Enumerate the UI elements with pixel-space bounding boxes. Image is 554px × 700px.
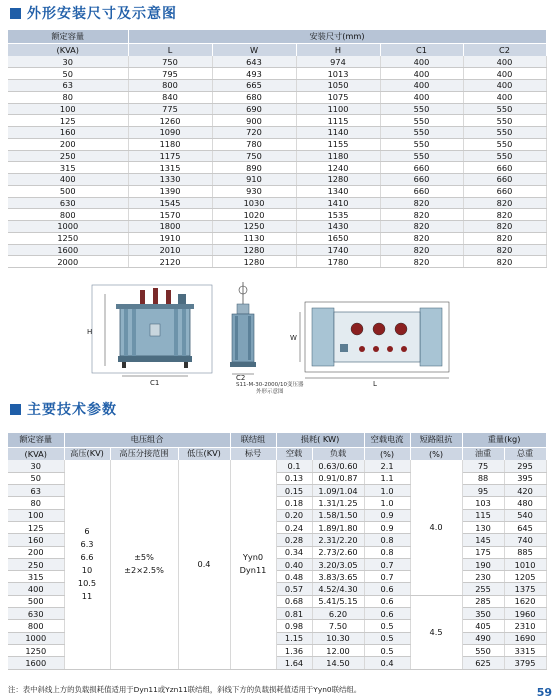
table-row <box>8 127 546 139</box>
table-row <box>8 232 546 244</box>
total-weight-cell: 1960 <box>504 608 546 620</box>
table-cell: 820 <box>463 221 546 233</box>
table-cell: 780 <box>212 138 296 150</box>
table-row <box>8 244 546 256</box>
table-cell: 50 <box>8 68 128 80</box>
table-cell: 400 <box>463 68 546 80</box>
sub-total: 总重 <box>504 447 546 460</box>
no-load-current-cell: 0.4 <box>364 657 410 669</box>
connection-value: Yyn0 <box>242 552 264 563</box>
hv-value: 10 <box>81 565 93 576</box>
top-view-drawing <box>300 302 449 378</box>
capacity-cell: 125 <box>8 521 64 533</box>
total-weight-cell: 1010 <box>504 558 546 570</box>
table-cell: 750 <box>212 150 296 162</box>
sub-no-load: 空载 <box>276 447 312 460</box>
capacity-cell: 100 <box>8 509 64 521</box>
dim-subheader-cell: (KVA) <box>8 43 128 56</box>
tap-range-cell <box>110 460 178 669</box>
sub-pct-1: (%) <box>364 447 410 460</box>
front-view-drawing <box>92 285 212 376</box>
no-load-loss-cell: 0.57 <box>276 583 312 595</box>
oil-weight-cell: 625 <box>462 657 504 669</box>
header-weight: 重量(kg) <box>462 433 546 447</box>
table-cell: 930 <box>212 185 296 197</box>
table-cell: 400 <box>380 80 463 92</box>
total-weight-cell: 3795 <box>504 657 546 669</box>
load-loss-cell: 7.50 <box>312 620 364 632</box>
table-cell: 660 <box>380 162 463 174</box>
header-capacity: 额定容量 <box>8 30 128 43</box>
oil-weight-cell: 230 <box>462 571 504 583</box>
capacity-cell: 315 <box>8 571 64 583</box>
load-loss-cell: 10.30 <box>312 632 364 644</box>
table-row <box>8 115 546 127</box>
no-load-current-cell: 0.9 <box>364 521 410 533</box>
table-cell: 2010 <box>128 244 212 256</box>
table-cell: 660 <box>463 174 546 186</box>
no-load-current-cell: 1.0 <box>364 485 410 497</box>
table-cell: 974 <box>296 56 380 68</box>
no-load-current-cell: 0.6 <box>364 583 410 595</box>
no-load-loss-cell: 1.36 <box>276 644 312 656</box>
table-cell: 890 <box>212 162 296 174</box>
no-load-current-cell: 0.8 <box>364 546 410 558</box>
no-load-loss-cell: 0.98 <box>276 620 312 632</box>
impedance-cell-a: 4.0 <box>410 460 462 595</box>
load-loss-cell: 1.31/1.25 <box>312 497 364 509</box>
table-cell: 200 <box>8 138 128 150</box>
no-load-loss-cell: 0.34 <box>276 546 312 558</box>
no-load-loss-cell: 0.18 <box>276 497 312 509</box>
load-loss-cell: 5.41/5.15 <box>312 595 364 607</box>
capacity-cell: 1000 <box>8 632 64 644</box>
oil-weight-cell: 115 <box>462 509 504 521</box>
load-loss-cell: 12.00 <box>312 644 364 656</box>
table-cell: 820 <box>463 256 546 268</box>
table-cell: 1000 <box>8 221 128 233</box>
table-cell: 1740 <box>296 244 380 256</box>
dim-subheader-cell: C2 <box>463 43 546 56</box>
no-load-current-cell: 0.6 <box>364 595 410 607</box>
sub-hv: 高压(KV) <box>64 447 110 460</box>
table-cell: 250 <box>8 150 128 162</box>
oil-weight-cell: 350 <box>462 608 504 620</box>
table-cell: 1030 <box>212 197 296 209</box>
load-loss-cell: 1.09/1.04 <box>312 485 364 497</box>
table-cell: 910 <box>212 174 296 186</box>
dim-label-C2: C2 <box>236 374 246 382</box>
table-cell: 820 <box>463 232 546 244</box>
table-cell: 1013 <box>296 68 380 80</box>
no-load-loss-cell: 0.1 <box>276 460 312 472</box>
table-cell: 400 <box>463 56 546 68</box>
table-cell: 820 <box>463 209 546 221</box>
table-cell: 1250 <box>212 221 296 233</box>
no-load-loss-cell: 0.15 <box>276 485 312 497</box>
footnote: 注：表中斜线上方的负载损耗值适用于Dyn11或Yzn11联结组，斜线下方的负载损耗值适用于Yyn0联结组。 <box>8 685 362 694</box>
table-cell: 400 <box>463 91 546 103</box>
table-row <box>8 80 546 92</box>
tap-value: ±2×2.5% <box>124 565 164 576</box>
capacity-cell: 80 <box>8 497 64 509</box>
table-cell: 1075 <box>296 91 380 103</box>
capacity-cell: 630 <box>8 608 64 620</box>
transformer-drawings-svg <box>0 282 554 398</box>
table-cell: 1280 <box>296 174 380 186</box>
table-cell: 550 <box>380 103 463 115</box>
table-cell: 1100 <box>296 103 380 115</box>
oil-weight-cell: 490 <box>462 632 504 644</box>
table-cell: 1050 <box>296 80 380 92</box>
table-cell: 1180 <box>296 150 380 162</box>
oil-weight-cell: 550 <box>462 644 504 656</box>
load-loss-cell: 2.31/2.20 <box>312 534 364 546</box>
table-cell: 550 <box>380 115 463 127</box>
table-cell: 1175 <box>128 150 212 162</box>
total-weight-cell: 480 <box>504 497 546 509</box>
table-cell: 2000 <box>8 256 128 268</box>
capacity-cell: 500 <box>8 595 64 607</box>
square-bullet-icon <box>10 8 21 19</box>
table-cell: 1650 <box>296 232 380 244</box>
table-cell: 550 <box>463 115 546 127</box>
table-cell: 30 <box>8 56 128 68</box>
oil-weight-cell: 255 <box>462 583 504 595</box>
table-row <box>8 138 546 150</box>
hv-value: 6.3 <box>80 539 94 550</box>
table-cell: 1410 <box>296 197 380 209</box>
table-cell: 1280 <box>212 256 296 268</box>
no-load-loss-cell: 0.81 <box>276 608 312 620</box>
header-no-load-current: 空载电流 <box>364 433 410 447</box>
table-cell: 820 <box>380 209 463 221</box>
no-load-current-cell: 1.0 <box>364 497 410 509</box>
section-title-dimensions <box>10 4 177 22</box>
table-cell: 1800 <box>128 221 212 233</box>
no-load-current-cell: 1.1 <box>364 472 410 484</box>
table-row <box>8 56 546 68</box>
total-weight-cell: 2310 <box>504 620 546 632</box>
no-load-loss-cell: 0.28 <box>276 534 312 546</box>
no-load-current-cell: 0.8 <box>364 534 410 546</box>
capacity-cell: 1250 <box>8 644 64 656</box>
table-cell: 680 <box>212 91 296 103</box>
table-cell: 1910 <box>128 232 212 244</box>
impedance-cell-b: 4.5 <box>410 595 462 669</box>
table-row <box>8 209 546 221</box>
total-weight-cell: 295 <box>504 460 546 472</box>
no-load-current-cell: 2.1 <box>364 460 410 472</box>
hv-value: 6.6 <box>80 552 94 563</box>
connection-value: Dyn11 <box>239 565 267 576</box>
caption-line-1: S11-M-30-2000/10变压器 <box>236 382 304 388</box>
section-title-text: 外形安装尺寸及示意图 <box>27 6 177 22</box>
oil-weight-cell: 190 <box>462 558 504 570</box>
oil-weight-cell: 95 <box>462 485 504 497</box>
oil-weight-cell: 103 <box>462 497 504 509</box>
no-load-loss-cell: 0.13 <box>276 472 312 484</box>
table-cell: 800 <box>8 209 128 221</box>
oil-weight-cell: 145 <box>462 534 504 546</box>
load-loss-cell: 1.58/1.50 <box>312 509 364 521</box>
table-cell: 690 <box>212 103 296 115</box>
table-cell: 1130 <box>212 232 296 244</box>
hv-value: 10.5 <box>77 578 97 589</box>
table-cell: 400 <box>8 174 128 186</box>
total-weight-cell: 885 <box>504 546 546 558</box>
total-weight-cell: 420 <box>504 485 546 497</box>
page-number: 59 <box>536 686 552 699</box>
load-loss-cell: 1.89/1.80 <box>312 521 364 533</box>
table-cell: 1535 <box>296 209 380 221</box>
table-cell: 660 <box>380 185 463 197</box>
table-row <box>8 185 546 197</box>
no-load-loss-cell: 1.64 <box>276 657 312 669</box>
total-weight-cell: 395 <box>504 472 546 484</box>
table-cell: 900 <box>212 115 296 127</box>
hv-cell <box>64 460 110 669</box>
table-cell: 100 <box>8 103 128 115</box>
table-cell: 630 <box>8 197 128 209</box>
table-cell: 1180 <box>128 138 212 150</box>
no-load-loss-cell: 0.48 <box>276 571 312 583</box>
load-loss-cell: 6.20 <box>312 608 364 620</box>
capacity-cell: 400 <box>8 583 64 595</box>
table-cell: 1340 <box>296 185 380 197</box>
table-row <box>8 150 546 162</box>
dim-label-C1: C1 <box>150 379 160 387</box>
table-row <box>8 460 546 472</box>
header-voltage: 电压组合 <box>64 433 230 447</box>
table-cell: 660 <box>380 174 463 186</box>
dim-label-H: H <box>87 328 93 336</box>
section-title-text: 主要技术参数 <box>27 402 117 418</box>
total-weight-cell: 540 <box>504 509 546 521</box>
table-cell: 820 <box>380 256 463 268</box>
oil-weight-cell: 285 <box>462 595 504 607</box>
table-cell: 665 <box>212 80 296 92</box>
no-load-loss-cell: 0.24 <box>276 521 312 533</box>
total-weight-cell: 3315 <box>504 644 546 656</box>
tap-value: ±5% <box>134 552 154 563</box>
no-load-current-cell: 0.7 <box>364 571 410 583</box>
table-cell: 1140 <box>296 127 380 139</box>
no-load-loss-cell: 0.68 <box>276 595 312 607</box>
dim-label-L: L <box>373 380 377 388</box>
capacity-cell: 250 <box>8 558 64 570</box>
dim-subheader-cell: C1 <box>380 43 463 56</box>
table-cell: 660 <box>463 185 546 197</box>
total-weight-cell: 645 <box>504 521 546 533</box>
side-view-drawing <box>230 282 256 374</box>
total-weight-cell: 1205 <box>504 571 546 583</box>
sub-tap: 高压分接范围 <box>110 447 178 460</box>
load-loss-cell: 0.63/0.60 <box>312 460 364 472</box>
table-cell: 820 <box>463 197 546 209</box>
header-loss: 损耗( KW) <box>276 433 364 447</box>
table-cell: 315 <box>8 162 128 174</box>
table-cell: 400 <box>380 91 463 103</box>
table-row <box>8 197 546 209</box>
table-row <box>8 221 546 233</box>
no-load-current-cell: 0.5 <box>364 620 410 632</box>
outline-drawings <box>0 282 554 398</box>
table-cell: 1330 <box>128 174 212 186</box>
table-cell: 125 <box>8 115 128 127</box>
total-weight-cell: 1375 <box>504 583 546 595</box>
table-cell: 1155 <box>296 138 380 150</box>
table-cell: 550 <box>463 138 546 150</box>
no-load-loss-cell: 1.15 <box>276 632 312 644</box>
table-row <box>8 68 546 80</box>
caption-line-2: 外形示意图 <box>256 389 284 395</box>
capacity-cell: 160 <box>8 534 64 546</box>
dim-label-W: W <box>290 334 297 342</box>
oil-weight-cell: 130 <box>462 521 504 533</box>
tech-params-table <box>8 433 547 670</box>
table-cell: 800 <box>128 80 212 92</box>
capacity-cell: 30 <box>8 460 64 472</box>
table-cell: 1390 <box>128 185 212 197</box>
table-cell: 550 <box>463 103 546 115</box>
table-cell: 1545 <box>128 197 212 209</box>
oil-weight-cell: 88 <box>462 472 504 484</box>
table-cell: 1240 <box>296 162 380 174</box>
table-cell: 550 <box>380 150 463 162</box>
table-cell: 400 <box>380 68 463 80</box>
table-cell: 1250 <box>8 232 128 244</box>
header-impedance: 短路阻抗 <box>410 433 462 447</box>
header-capacity: 额定容量 <box>8 433 64 447</box>
square-bullet-icon <box>10 404 21 415</box>
sub-lv: 低压(KV) <box>178 447 230 460</box>
sub-pct-2: (%) <box>410 447 462 460</box>
table-cell: 550 <box>380 138 463 150</box>
load-loss-cell: 14.50 <box>312 657 364 669</box>
table-cell: 840 <box>128 91 212 103</box>
dim-subheader-cell: L <box>128 43 212 56</box>
capacity-cell: 50 <box>8 472 64 484</box>
capacity-cell: 1600 <box>8 657 64 669</box>
oil-weight-cell: 405 <box>462 620 504 632</box>
table-cell: 1280 <box>212 244 296 256</box>
figure-caption <box>236 382 304 396</box>
table-cell: 775 <box>128 103 212 115</box>
table-cell: 1115 <box>296 115 380 127</box>
table-cell: 1020 <box>212 209 296 221</box>
table-cell: 1570 <box>128 209 212 221</box>
connection-cell <box>230 460 276 669</box>
table-cell: 820 <box>380 197 463 209</box>
total-weight-cell: 1690 <box>504 632 546 644</box>
table-cell: 493 <box>212 68 296 80</box>
capacity-cell: 800 <box>8 620 64 632</box>
table-cell: 643 <box>212 56 296 68</box>
table-cell: 80 <box>8 91 128 103</box>
oil-weight-cell: 175 <box>462 546 504 558</box>
total-weight-cell: 1620 <box>504 595 546 607</box>
table-cell: 750 <box>128 56 212 68</box>
table-cell: 1780 <box>296 256 380 268</box>
hv-value: 6 <box>84 526 90 537</box>
dim-subheader-cell: W <box>212 43 296 56</box>
dim-subheader-cell: H <box>296 43 380 56</box>
table-cell: 820 <box>380 232 463 244</box>
table-cell: 1315 <box>128 162 212 174</box>
table-cell: 820 <box>380 244 463 256</box>
load-loss-cell: 4.52/4.30 <box>312 583 364 595</box>
dimension-table <box>8 30 547 268</box>
sub-load: 负载 <box>312 447 364 460</box>
table-cell: 820 <box>463 244 546 256</box>
table-cell: 63 <box>8 80 128 92</box>
no-load-loss-cell: 0.20 <box>276 509 312 521</box>
no-load-current-cell: 0.6 <box>364 608 410 620</box>
table-cell: 720 <box>212 127 296 139</box>
header-install-size: 安装尺寸(mm) <box>128 30 546 43</box>
table-cell: 160 <box>8 127 128 139</box>
table-cell: 400 <box>463 80 546 92</box>
table-row <box>8 174 546 186</box>
header-connection: 联结组 <box>230 433 276 447</box>
section-title-tech-params <box>10 400 117 418</box>
no-load-current-cell: 0.5 <box>364 632 410 644</box>
capacity-cell: 200 <box>8 546 64 558</box>
load-loss-cell: 3.20/3.05 <box>312 558 364 570</box>
table-cell: 1260 <box>128 115 212 127</box>
table-row <box>8 91 546 103</box>
table-cell: 1430 <box>296 221 380 233</box>
no-load-current-cell: 0.9 <box>364 509 410 521</box>
table-row <box>8 162 546 174</box>
table-cell: 550 <box>463 150 546 162</box>
no-load-current-cell: 0.7 <box>364 558 410 570</box>
capacity-cell: 63 <box>8 485 64 497</box>
table-cell: 660 <box>463 162 546 174</box>
table-cell: 1600 <box>8 244 128 256</box>
sub-label: 标号 <box>230 447 276 460</box>
oil-weight-cell: 75 <box>462 460 504 472</box>
table-cell: 550 <box>463 127 546 139</box>
lv-cell: 0.4 <box>178 460 230 669</box>
total-weight-cell: 740 <box>504 534 546 546</box>
table-row <box>8 256 546 268</box>
table-cell: 400 <box>380 56 463 68</box>
table-cell: 500 <box>8 185 128 197</box>
load-loss-cell: 0.91/0.87 <box>312 472 364 484</box>
table-cell: 550 <box>380 127 463 139</box>
hv-value: 11 <box>81 591 93 602</box>
sub-oil: 油重 <box>462 447 504 460</box>
no-load-current-cell: 0.5 <box>364 644 410 656</box>
load-loss-cell: 2.73/2.60 <box>312 546 364 558</box>
table-row <box>8 103 546 115</box>
table-cell: 820 <box>380 221 463 233</box>
load-loss-cell: 3.83/3.65 <box>312 571 364 583</box>
table-cell: 1090 <box>128 127 212 139</box>
sub-kva: (KVA) <box>8 447 64 460</box>
table-cell: 2120 <box>128 256 212 268</box>
table-cell: 795 <box>128 68 212 80</box>
no-load-loss-cell: 0.40 <box>276 558 312 570</box>
